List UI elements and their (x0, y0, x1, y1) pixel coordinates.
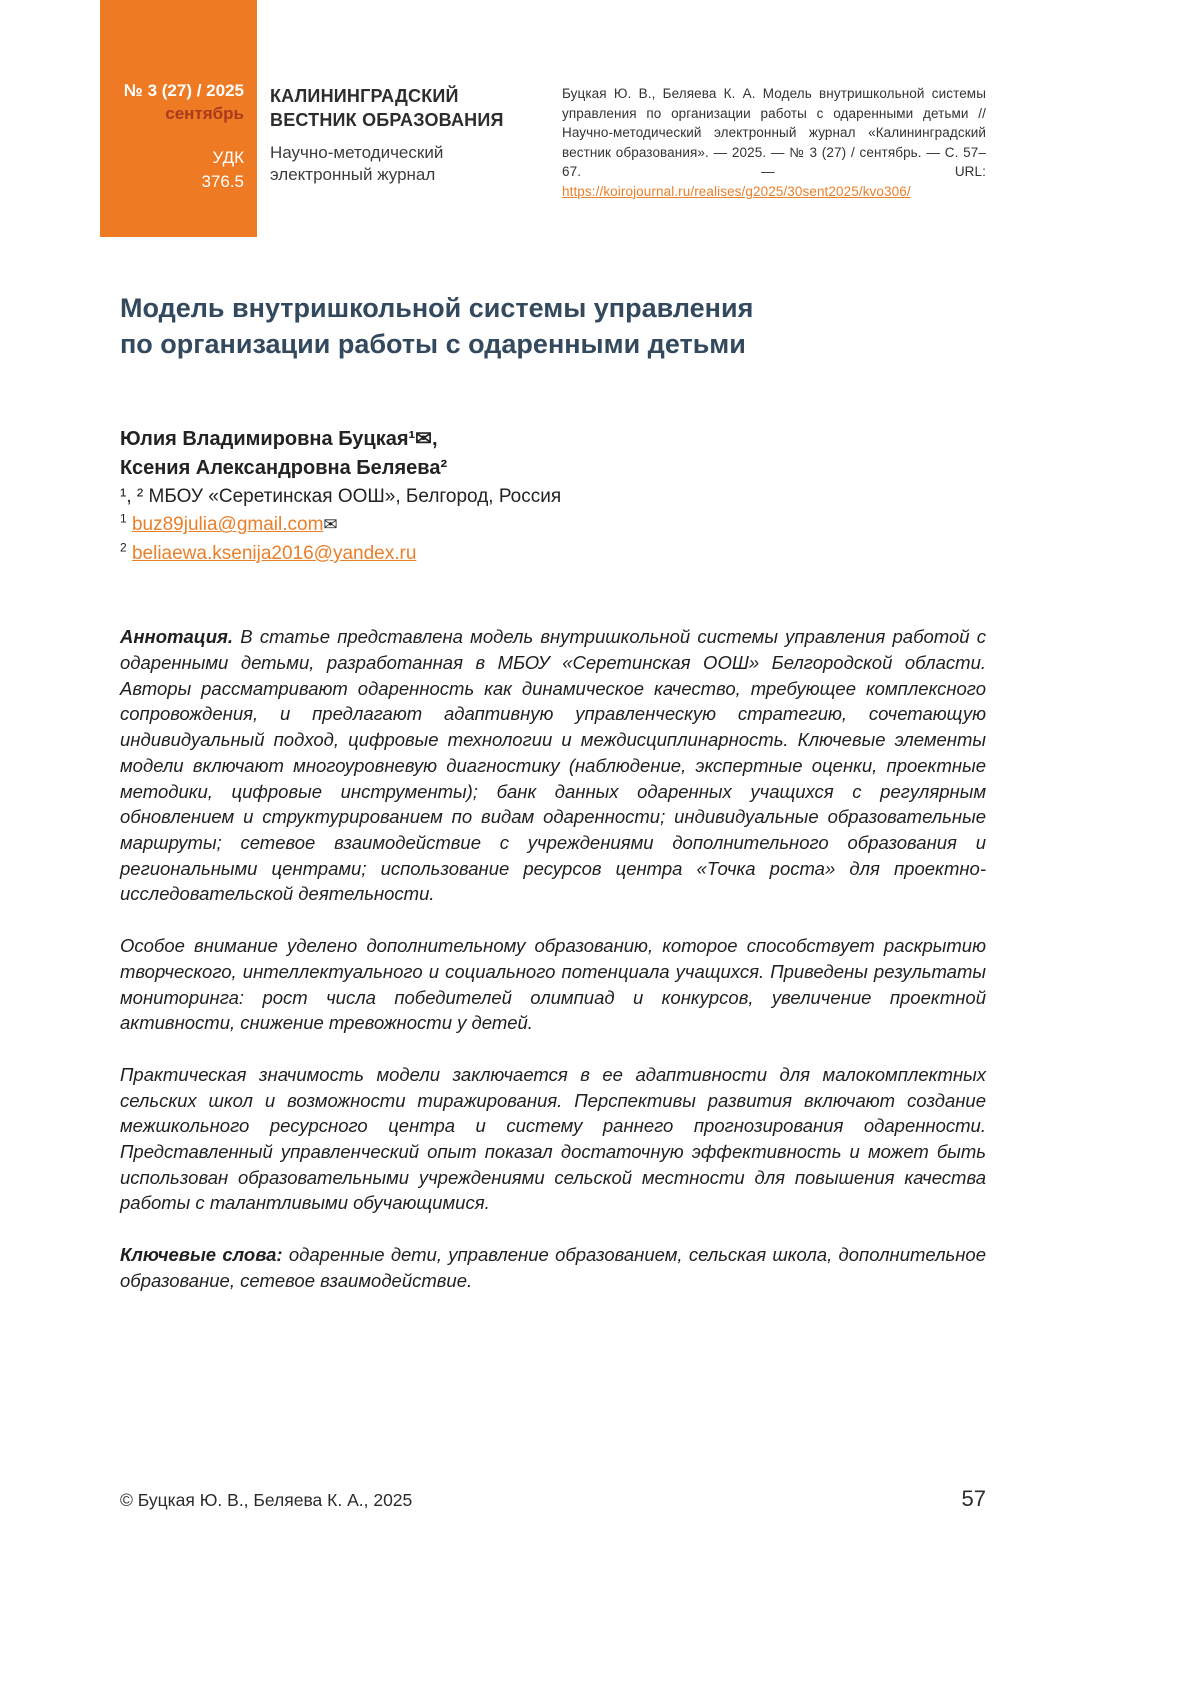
udk-block (110, 146, 244, 194)
abstract-paragraph-2: Особое внимание уделено дополнительному образованию, которое способствует раскрытию творческого, интеллектуального и социального потенциала учащихся. Приведены результаты мониторинга: рост числа победителей олимпиад и конкурсов, увеличение проектной активности, снижение тревожности у детей. (120, 935, 986, 1034)
keywords-label: Ключевые слова: (120, 1244, 283, 1266)
abstract-paragraph-3: Практическая значимость модели заключается в ее адаптивности для малокомплектных сельских школ и возможности тиражирования. Перспективы развития включают создание межшкольного ресурсного центра и систему раннего прогнозирования одаренности. Представленный управленческий опыт показал достаточную эффективность и может быть использован образовательными учреждениями сельской местности для повышения качества работы с талантливыми обучающимися. (120, 1063, 986, 1214)
email-marker-2: 2 (120, 540, 127, 555)
author-email-link-2[interactable]: beliaewa.ksenija2016@yandex.ru (131, 542, 417, 564)
journal-title-line1: КАЛИНИНГРАДСКИЙ (270, 86, 459, 106)
citation-text: Буцкая Ю. В., Беляева К. А. Модель внутришкольной системы управления по организации работы с одаренными детьми // Научно-методический электронный журнал «Калининградский вестник образования». — 2025. — № 3 (27) / сентябрь. — С. 57–67. — URL: (562, 86, 986, 180)
affiliation: ¹, ² МБОУ «Серетинская ООШ», Белгород, Россия (120, 485, 562, 507)
copyright-line: © Буцкая Ю. В., Беляева К. А., 2025 (120, 1490, 413, 1510)
envelope-icon: ✉ (323, 515, 338, 535)
issue-box (100, 0, 257, 237)
keywords-paragraph (120, 1242, 986, 1293)
article-title-line2: по организации работы с одаренными детьми (120, 329, 746, 360)
keywords-text: одаренные дети, управление образованием, сельская школа, дополнительное образование, сетевое взаимодействие. (120, 1244, 986, 1291)
author-name-1: Юлия Владимировна Буцкая¹✉, (120, 427, 438, 450)
udk-value: 376.5 (201, 171, 244, 191)
journal-subtitle-line2: электронный журнал (270, 164, 436, 184)
abstract-text-1: В статье представлена модель внутришкольной системы управления работой с одаренными детьми, разработанная в МБОУ «Серетинская ООШ» Белгородской области. Авторы рассматривают одаренность как динамическое качество, требующее комплексного сопровождения, и предлагают адаптивную управленческую стратегию, сочетающую индивидуальный подход, цифровые технологии и междисциплинарность. Ключевые элементы модели включают многоуровневую диагностику (наблюдение, экспертные оценки, проектные методики, цифровые инструменты); банк данных одаренных учащихся с регулярным обновлением и структурированием по видам одаренности; индивидуальные образовательные маршруты; сетевое взаимодействие с учреждениями дополнительного образования и региональными центрами; использование ресурсов центра «Точка роста» для проектно-исследовательской деятельности. (120, 626, 986, 905)
issue-month: сентябрь (165, 103, 244, 123)
abstract-paragraph-1 (120, 624, 986, 907)
article (120, 290, 986, 1294)
issue-number: № 3 (27) / 2025 (123, 81, 244, 100)
article-title (120, 290, 986, 363)
page-number: 57 (961, 1486, 986, 1511)
citation-block (562, 84, 986, 201)
author-email-link-1[interactable]: buz89julia@gmail.com (131, 514, 324, 536)
udk-label: УДК (212, 147, 244, 167)
authors-block (120, 425, 986, 569)
journal-title (270, 84, 540, 133)
author-name-2: Ксения Александровна Беляева² (120, 456, 448, 479)
abstract-block (120, 624, 986, 1293)
email-marker-1: 1 (120, 512, 127, 527)
abstract-label: Аннотация. (120, 626, 234, 648)
journal-subtitle (270, 142, 540, 186)
journal-masthead (270, 84, 540, 186)
journal-title-line2: ВЕСТНИК ОБРАЗОВАНИЯ (270, 110, 504, 131)
citation-url-link[interactable]: https://koirojournal.ru/realises/g2025/30sent2025/kvo306/ (562, 183, 911, 199)
article-title-line1: Модель внутришкольной системы управления (120, 293, 754, 323)
email-line-2 (120, 540, 986, 569)
page-footer (120, 1486, 986, 1512)
journal-subtitle-line1: Научно-методический (270, 142, 444, 162)
email-line-1 (120, 511, 986, 540)
